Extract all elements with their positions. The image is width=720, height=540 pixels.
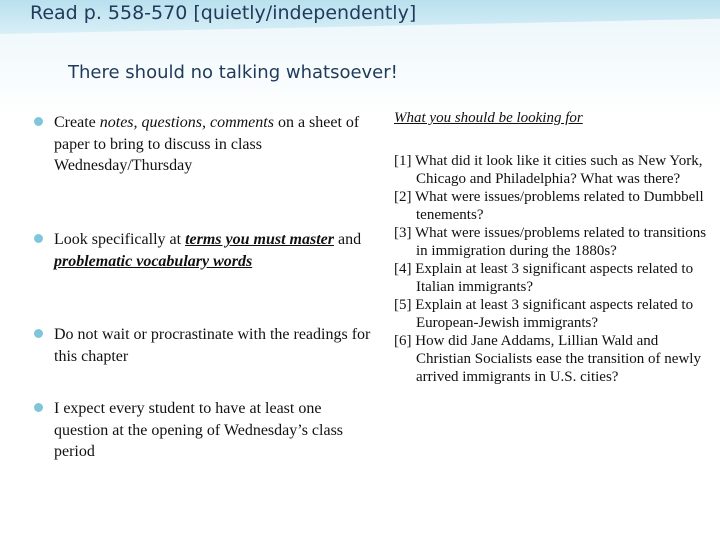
bullet-icon bbox=[34, 234, 43, 243]
bullet-item-notes bbox=[34, 112, 374, 177]
slide-subtitle: There should no talking whatsoever! bbox=[68, 62, 398, 83]
bullet-text: I expect every student to have at least one question at the opening of Wednesday’s class period bbox=[54, 400, 344, 460]
bullet-item-procrastinate bbox=[34, 324, 374, 367]
question-item: [2] What were issues/problems related to Dumbbell tenements? bbox=[394, 189, 704, 223]
bullet-item-terms bbox=[34, 229, 374, 272]
bullet-text bbox=[54, 229, 374, 272]
question-item: [5] Explain at least 3 significant aspects related to European-Jewish immigrants? bbox=[394, 297, 694, 331]
questions-heading: What you should be looking for bbox=[394, 110, 583, 126]
bullet-text bbox=[54, 112, 374, 177]
bullet-icon bbox=[34, 329, 43, 338]
questions-list bbox=[394, 152, 710, 386]
question-item: [3] What were issues/problems related to transitions in immigration during the 1880s? bbox=[394, 225, 707, 259]
question-item: [1] What did it look like it cities such as New York, Chicago and Philadelphia? What was there? bbox=[394, 153, 703, 187]
bullet-text-underlined: problematic vocabulary words bbox=[54, 252, 253, 270]
question-item: [4] Explain at least 3 significant aspects related to Italian immigrants? bbox=[394, 261, 694, 295]
slide-title: Read p. 558-570 [quietly/independently] bbox=[30, 2, 417, 24]
bullet-text-emphasis: notes, questions, comments bbox=[99, 114, 274, 131]
bullet-text: Do not wait or procrastinate with the readings for this chapter bbox=[54, 326, 371, 365]
bullet-icon bbox=[34, 403, 43, 412]
bullet-item-expectation bbox=[34, 398, 374, 463]
bullet-text-underlined: terms you must master bbox=[185, 231, 334, 248]
bullet-text-part: Create bbox=[54, 114, 100, 131]
question-item: [6] How did Jane Addams, Lillian Wald and Christian Socialists ease the transition of newly arrived immigrants in U.S. cities? bbox=[394, 333, 701, 385]
bullet-text-part: and bbox=[333, 231, 362, 248]
bullet-text-part: on a sheet of paper to bring to discuss in class Wednesday/Thursday bbox=[54, 114, 360, 174]
bullet-text-part: Look specifically at bbox=[54, 231, 186, 248]
bullet-icon bbox=[34, 117, 43, 126]
